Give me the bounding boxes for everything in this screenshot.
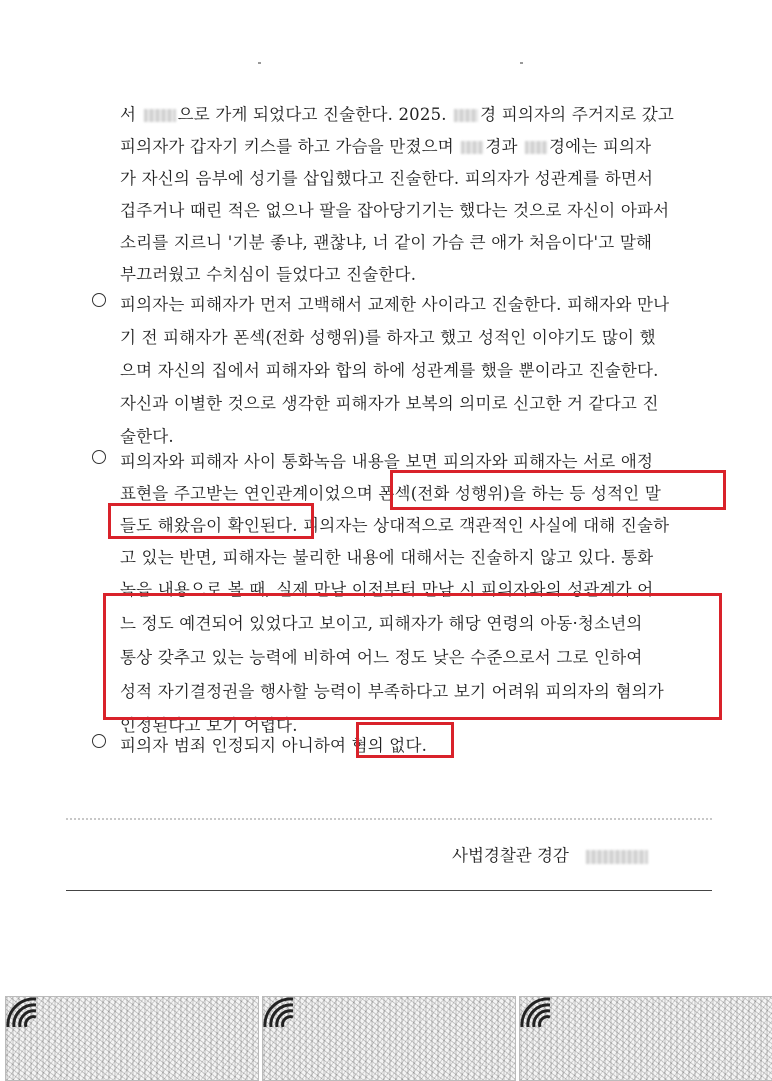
text-line: 기 전 피해자가 폰섹(전화 성행위)를 하자고 했고 성적인 이야기도 많이 했 xyxy=(120,328,656,347)
text-line: 소리를 지르니 '기분 좋냐, 괜찮냐, 너 같이 가슴 큰 애가 처음이다'고 말해 xyxy=(120,233,653,252)
security-pattern xyxy=(262,996,516,1081)
signature-line xyxy=(452,838,650,874)
divider xyxy=(66,818,712,820)
bullet-circle-icon xyxy=(92,734,106,748)
text-line: 자신과 이별한 것으로 생각한 피해자가 보복의 의미로 신고한 거 같다고 진 xyxy=(120,394,659,413)
text-line: 피의자는 피해자가 먼저 고백해서 교제한 사이라고 진술한다. 피해자와 만나 xyxy=(120,295,670,314)
corner-arcs-icon xyxy=(263,997,303,1037)
redacted-text xyxy=(525,141,547,154)
text-line: 술한다. xyxy=(120,427,174,446)
text-line: 피의자가 갑자기 키스를 하고 가슴을 만졌으며 경과 경에는 피의자 xyxy=(120,137,652,156)
highlight-box xyxy=(103,593,722,720)
text-line: 겁주거나 때린 적은 없으나 팔을 잡아당기기는 했다는 것으로 자신이 아파서 xyxy=(120,201,670,220)
security-pattern xyxy=(5,996,259,1081)
text-line: 가 자신의 음부에 성기를 삽입했다고 진술한다. 피의자가 성관계를 하면서 xyxy=(120,169,654,188)
text-line: 통상 갖추고 있는 능력에 비하여 어느 정도 낮은 수준으로서 그로 인하여 xyxy=(120,648,643,667)
redacted-text xyxy=(461,141,483,154)
security-pattern xyxy=(519,996,772,1081)
corner-arcs-icon xyxy=(520,997,560,1037)
text-line: 표현을 주고받는 연인관계이었으며 폰섹(전화 성행위)을 하는 등 성적인 말 xyxy=(120,484,662,503)
redacted-text xyxy=(144,109,176,122)
text-line: 고 있는 반면, 피해자는 불리한 내용에 대해서는 진술하지 않고 있다. 통화 xyxy=(120,548,654,567)
page-mark xyxy=(258,62,261,64)
redacted-name xyxy=(586,850,648,864)
officer-title: 사법경찰관 경감 xyxy=(452,846,569,865)
text-line: 부끄러웠고 수치심이 들었다고 진술한다. xyxy=(120,265,417,284)
redacted-text xyxy=(454,109,478,122)
highlight-box xyxy=(108,503,314,539)
text-line: 피의자 범죄 인정되지 아니하여 혐의 없다. xyxy=(120,736,428,755)
corner-arcs-icon xyxy=(6,997,46,1037)
text-line: 성적 자기결정권을 행사할 능력이 부족하다고 보기 어려워 피의자의 혐의가 xyxy=(120,682,664,701)
bullet-circle-icon xyxy=(92,293,106,307)
text-line: 서 으로 가게 되었다고 진술한다. 2025. 경 피의자의 주거지로 갔고 xyxy=(120,105,675,124)
divider xyxy=(66,890,712,891)
highlight-box xyxy=(390,470,726,510)
text-line: 느 정도 예견되어 있었다고 보이고, 피해자가 해당 연령의 아동·청소년의 xyxy=(120,614,643,633)
bullet-circle-icon xyxy=(92,450,106,464)
text-line: 피의자와 피해자 사이 통화녹음 내용을 보면 피의자와 피해자는 서로 애정 xyxy=(120,452,654,471)
text-line: 으며 자신의 집에서 피해자와 합의 하에 성관계를 했을 뿐이라고 진술한다. xyxy=(120,361,659,380)
text-line: 들도 해왔음이 확인된다. 피의자는 상대적으로 객관적인 사실에 대해 진술하 xyxy=(120,516,670,535)
highlight-box xyxy=(356,722,454,758)
page-mark xyxy=(520,62,523,64)
text-line: 인정된다고 보기 어렵다. xyxy=(120,716,298,735)
text-line: 녹음 내용으로 볼 때, 실제 만남 이전부터 만남 시 피의자와의 성관계가 어 xyxy=(120,580,654,599)
